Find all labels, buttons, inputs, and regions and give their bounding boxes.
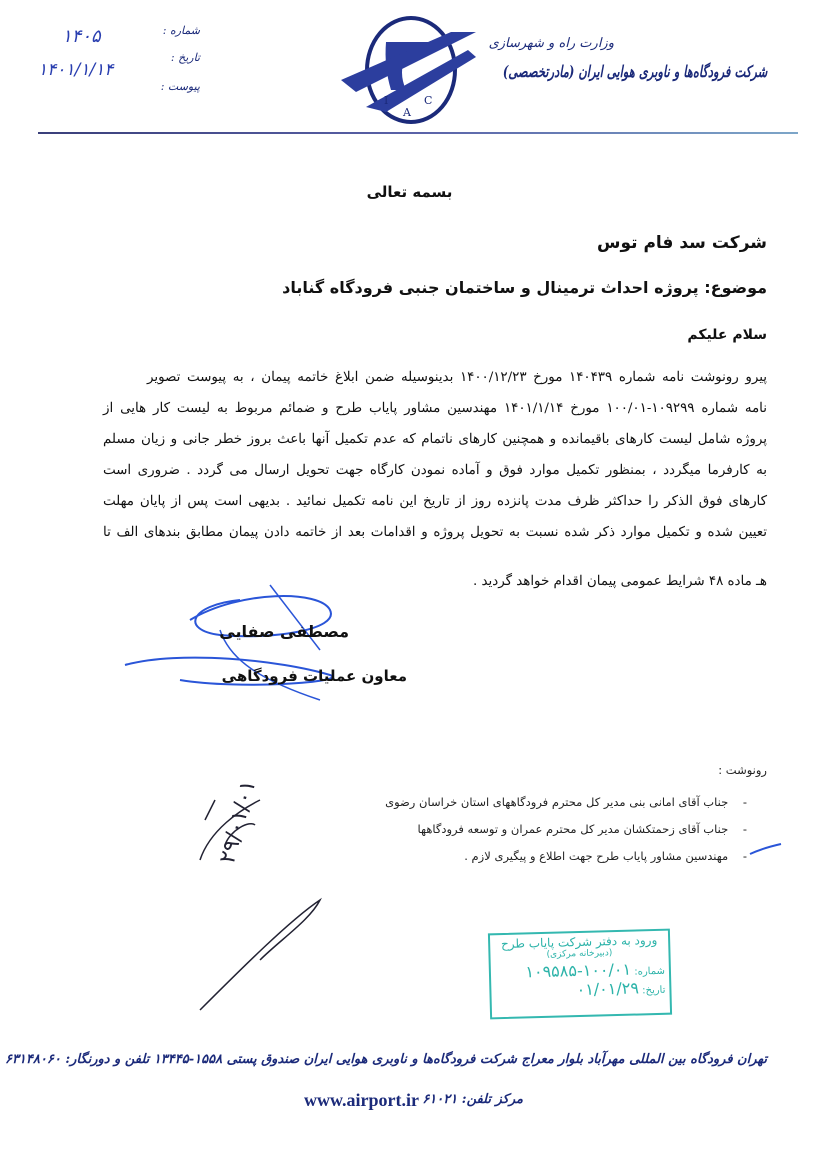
signature-scribble bbox=[120, 580, 380, 710]
cc-label: رونوشت : bbox=[718, 763, 767, 777]
footer-address: تهران فرودگاه بین المللی مهرآباد بلوار معراج شرکت فرودگاه‌ها و ناوبری هوایی ایران صندوق پستی ۱۵۵۸-۱۳۴۴۵ تلفن و دورنگار: ۶۳۱۴۸۰۶۰ bbox=[4, 1052, 767, 1067]
stamp-subtitle: (دبیرخانه مرکزی) bbox=[546, 948, 613, 960]
body-line: تعیین شده و تکمیل موارد ذکر شده نسبت به تحویل پروژه و اقدامات بعد از خاتمه دادن پیمان مطابق بندهای الف تا bbox=[103, 525, 767, 540]
cc-item bbox=[464, 849, 747, 863]
stamp-number-value: ۱۰۰/۰۱-۱۰۹۵۸۵ bbox=[525, 959, 632, 982]
footer-call-center: مرکز تلفن: ۶۱۰۲۱ bbox=[422, 1092, 523, 1107]
iac-logo bbox=[336, 12, 486, 127]
cc-bullet: - bbox=[728, 822, 747, 836]
date-label: تاریخ : bbox=[170, 51, 200, 64]
received-stamp bbox=[488, 929, 672, 1020]
recipient: شرکت سد فام توس bbox=[597, 233, 767, 253]
stamp-title: ورود به دفتر شرکت پایاب طرح bbox=[500, 932, 658, 952]
body-line: کارهای فوق الذکر را حداکثر ظرف مدت پانزده روز از تاریخ این نامه تکمیل نمائید . بدیهی است پس از پایان مهلت bbox=[103, 494, 767, 509]
ministry-name: وزارت راه و شهرسازی bbox=[488, 36, 614, 51]
letter-date-value: ۱۴۰۱/۱/۱۴ bbox=[38, 60, 114, 80]
header-divider bbox=[38, 132, 798, 134]
cc-bullet: - bbox=[728, 795, 747, 809]
logo-letter-a: A bbox=[403, 106, 411, 119]
attachment-label: پیوست : bbox=[160, 80, 200, 93]
letter-meta bbox=[140, 24, 200, 104]
signatory-title: معاون عملیات فرودگاهی bbox=[221, 667, 407, 685]
stamp-date-label: تاریخ: bbox=[642, 984, 666, 997]
logo-letter-i: I bbox=[384, 94, 389, 107]
subject: موضوع: پروژه احداث ترمینال و ساختمان جنبی فرودگاه گناباد bbox=[282, 278, 767, 297]
body-line: نامه شماره ۱۰۹۲۹۹-۱۰۰/۰۱ مورخ ۱۴۰۱/۱/۱۴ مهندسین مشاور پایاب طرح و ضمائم مربوط به لیست کار هایی از bbox=[103, 401, 767, 416]
cc-item-text: جناب آقای امانی بنی مدیر کل محترم فرودگاههای استان خراسان رضوی bbox=[385, 795, 729, 809]
invocation: بسمه تعالی bbox=[366, 183, 453, 201]
logo-letter-c: C bbox=[424, 94, 433, 107]
body-line: پیرو رونوشت نامه شماره ۱۴۰۴۳۹ مورخ ۱۴۰۰/۱۲/۲۳ بدینوسیله ضمن ابلاغ خاتمه پیمان ، به پیوست تصویر bbox=[147, 370, 768, 385]
cc-bullet: - bbox=[728, 849, 747, 863]
cc-item bbox=[418, 822, 747, 836]
cc-item-text: مهندسین مشاور پایاب طرح جهت اطلاع و پیگیری لازم . bbox=[464, 849, 729, 863]
greeting: سلام علیکم bbox=[687, 327, 767, 343]
signatory-name: مصطفی صفایی bbox=[219, 622, 349, 641]
cc-item-text: جناب آقای زحمتکشان مدیر کل محترم عمران و توسعه فرودگاهها bbox=[417, 822, 729, 836]
handwritten-date: ۲۹/۰۱/۰۱ bbox=[215, 777, 262, 867]
body-line: پروژه شامل لیست کارهای باقیمانده و همچنین کارهای ناتمام که عدم تکمیل آنها باعث بروز خطر جانی و زیان مسلم bbox=[103, 432, 767, 447]
body-line: هـ ماده ۴۸ شرایط عمومی پیمان اقدام خواهد گردید . bbox=[473, 574, 767, 589]
letter-number-value: ۱۴۰۵ bbox=[62, 26, 101, 47]
body-line: به کارفرما میگردد ، بمنظور تکمیل موارد فوق و آماده نمودن کارگاه جهت تحویل ارسال می گردد . ضروری است bbox=[103, 463, 767, 478]
stamp-number-label: شماره: bbox=[634, 965, 666, 978]
company-name: شرکت فرودگاه‌ها و ناوبری هوایی ایران (مادرتخصصی) bbox=[502, 62, 767, 81]
cc-item bbox=[385, 795, 747, 809]
footer-website-link[interactable]: www.airport.ir bbox=[304, 1090, 419, 1110]
stamp-date-value: ۰۱/۰۱/۲۹ bbox=[576, 978, 640, 1000]
number-label: شماره : bbox=[162, 24, 200, 37]
checkmark-icon bbox=[748, 840, 783, 864]
